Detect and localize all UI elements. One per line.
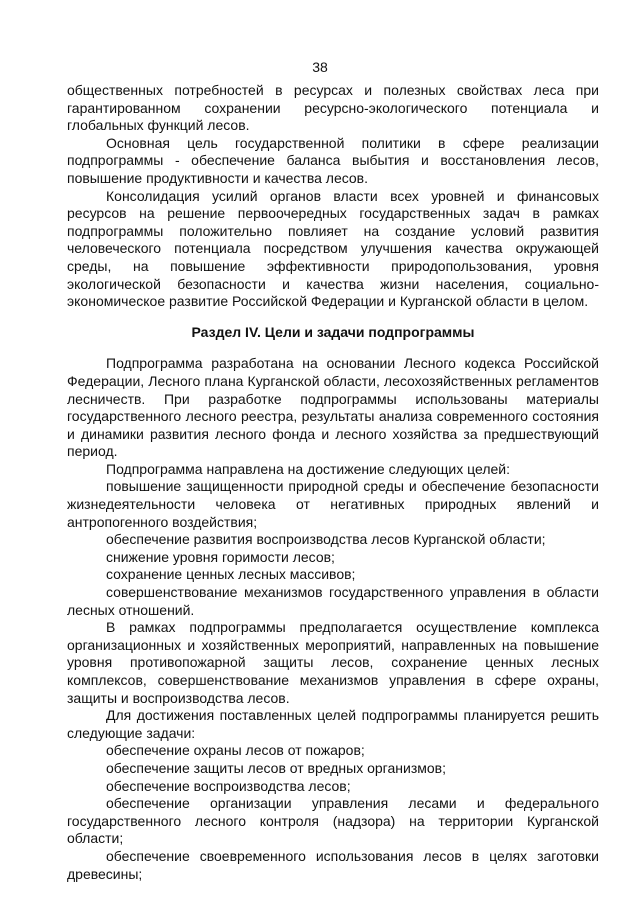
document-body xyxy=(67,82,599,883)
list-item: обеспечение своевременного использования лесов в целях заготовки древесины; xyxy=(67,847,599,882)
list-item: обеспечение воспроизводства лесов; xyxy=(106,777,351,794)
list-item: совершенствование механизмов государственного управления в области лесных отношений. xyxy=(67,584,599,618)
paragraph: Консолидация усилий органов власти всех уровней и финансовых ресурсов на решение первоочередных государственных задач в рамках подпрограммы положительно повлияет на создание условий развития человеческого потенциала посредством улучшения качества окружающей среды, на повышение эффективности природопользования, уровня экологической безопасности и качества жизни населения, социально-экономическое развитие Российской Федерации и Курганской области в целом. xyxy=(67,187,599,310)
page-number: 38 xyxy=(312,59,328,75)
paragraph: Подпрограмма направлена на достижение следующих целей: xyxy=(106,460,510,477)
list-item: повышение защищенности природной среды и обеспечение безопасности жизнедеятельности человека от негативных природных явлений и антропогенного воздействия; xyxy=(67,478,599,530)
paragraph: Подпрограмма разработана на основании Лесного кодекса Российской Федерации, Лесного плана Курганской области, лесохозяйственных регламентов лесничеств. При разработке подпрограммы использованы материалы государственного лесного реестра, результаты анализа современного состояния и динамики развития лесного фонда и лесного хозяйства за предшествующий период. xyxy=(67,355,599,460)
section-heading: Раздел IV. Цели и задачи подпрограммы xyxy=(191,323,475,340)
paragraph: Основная цель государственной политики в сфере реализации подпрограммы - обеспечение баланса выбытия и восстановления лесов, повышение продуктивности и качества лесов. xyxy=(67,134,599,186)
paragraph: общественных потребностей в ресурсах и полезных свойствах леса при гарантированном сохранении ресурсно-экологического потенциала и глобальных функций лесов. xyxy=(67,82,599,134)
list-item: обеспечение организации управления лесами и федерального государственного лесного контроля (надзора) на территории Курганской области; xyxy=(67,795,599,847)
list-item: снижение уровня горимости лесов; xyxy=(106,548,335,565)
list-item: сохранение ценных лесных массивов; xyxy=(106,566,356,583)
paragraph: Для достижения поставленных целей подпрограммы планируется решить следующие задачи: xyxy=(67,707,599,741)
list-item: обеспечение развития воспроизводства лесов Курганской области; xyxy=(106,531,546,548)
paragraph: В рамках подпрограммы предполагается осуществление комплекса организационных и хозяйственных мероприятий, направленных на повышение уровня противопожарной защиты лесов, сохранение ценных лесных комплексов, совершенствование механизмов управления в сфере охраны, защиты и воспроизводства лесов. xyxy=(67,619,599,706)
list-item: обеспечение охраны лесов от пожаров; xyxy=(106,742,365,759)
list-item: обеспечение защиты лесов от вредных организмов; xyxy=(106,759,446,776)
